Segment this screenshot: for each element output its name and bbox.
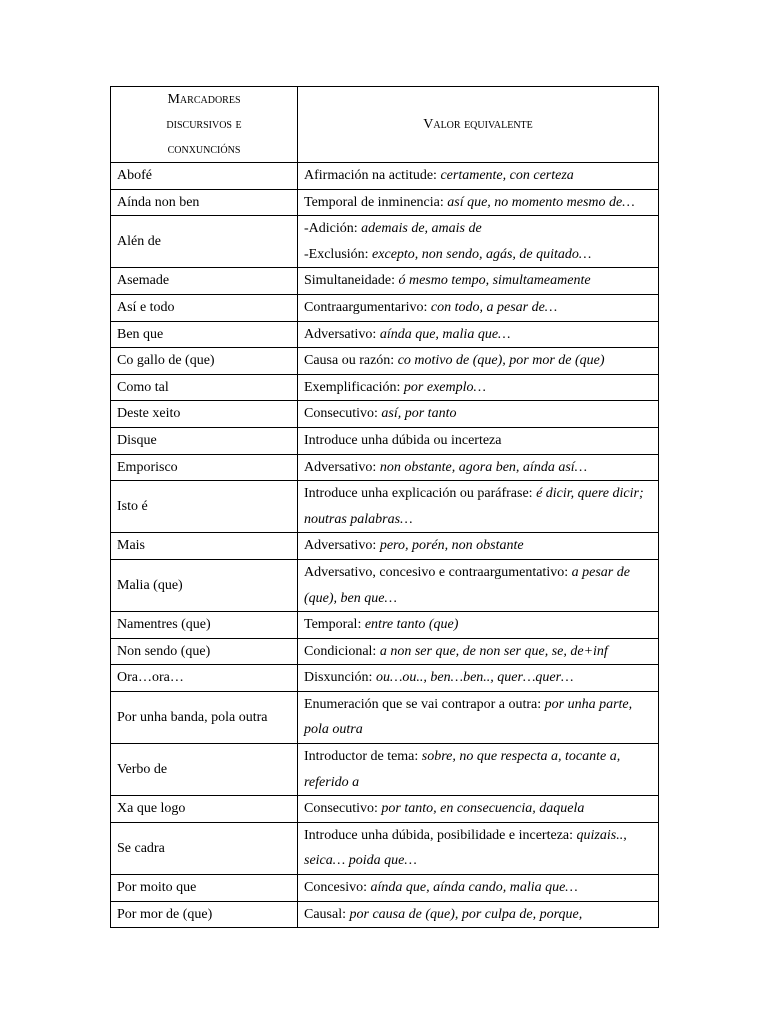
value-line bbox=[304, 565, 630, 606]
table-row bbox=[111, 427, 659, 454]
value-label: Enumeración que se vai contrapor a outra: bbox=[304, 696, 545, 712]
value-examples: co motivo de (que), por mor de (que) bbox=[397, 353, 605, 369]
value-examples: excepto, non sendo, agás, de quitado… bbox=[372, 246, 592, 262]
value-line bbox=[304, 216, 652, 242]
equivalent-value-cell bbox=[298, 533, 659, 560]
value-examples: ademais de, amais de bbox=[361, 221, 482, 237]
value-line bbox=[304, 617, 458, 632]
value-line bbox=[304, 697, 632, 738]
value-examples: así que, no momento mesmo de… bbox=[447, 194, 635, 210]
marker-cell: Por moito que bbox=[111, 875, 298, 902]
value-label: Temporal de inminencia: bbox=[304, 194, 448, 210]
header-markers-line: conxuncións bbox=[167, 142, 241, 157]
table-row bbox=[111, 612, 659, 639]
equivalent-value-cell bbox=[298, 638, 659, 665]
equivalent-value-cell bbox=[298, 901, 659, 928]
discourse-markers-table bbox=[110, 86, 659, 928]
value-label: Introduce unha explicación ou paráfrase: bbox=[304, 486, 537, 502]
equivalent-value-cell bbox=[298, 612, 659, 639]
value-line bbox=[304, 670, 574, 685]
value-examples: certamente, con certeza bbox=[440, 168, 574, 183]
equivalent-value-cell bbox=[298, 691, 659, 743]
value-label: Consecutivo: bbox=[304, 801, 382, 817]
equivalent-value-cell bbox=[298, 822, 659, 874]
value-line bbox=[304, 406, 456, 421]
table-header-row bbox=[111, 87, 659, 163]
table-row bbox=[111, 875, 659, 902]
marker-cell: Por mor de (que) bbox=[111, 901, 298, 928]
table-row bbox=[111, 454, 659, 481]
value-line bbox=[304, 433, 501, 448]
value-examples: sobre, no que respecta a, tocante a, referido a bbox=[304, 749, 621, 790]
value-label: Introduce unha dúbida ou incerteza bbox=[304, 432, 502, 448]
value-label: Adversativo: bbox=[304, 538, 380, 554]
header-equivalent-value: Valor equivalente bbox=[298, 87, 659, 163]
table-row bbox=[111, 638, 659, 665]
equivalent-value-cell bbox=[298, 796, 659, 823]
header-markers-line: Marcadores bbox=[167, 92, 241, 107]
value-label: Concesivo: bbox=[304, 880, 371, 896]
value-label: Afirmación na actitude: bbox=[304, 168, 441, 183]
marker-cell: Xa que logo bbox=[111, 796, 298, 823]
table-row bbox=[111, 268, 659, 295]
value-line bbox=[304, 242, 652, 268]
marker-cell: Isto é bbox=[111, 481, 298, 533]
value-line bbox=[304, 644, 608, 659]
table-row bbox=[111, 822, 659, 874]
value-line bbox=[304, 327, 510, 342]
marker-cell: Namentres (que) bbox=[111, 612, 298, 639]
value-line bbox=[304, 380, 486, 395]
equivalent-value-cell bbox=[298, 268, 659, 295]
value-label: Adversativo, concesivo e contraargumentativo: bbox=[304, 564, 572, 580]
value-examples: é dicir, quere dicir; noutras palabras… bbox=[304, 486, 644, 527]
marker-cell: Aínda non ben bbox=[111, 189, 298, 216]
header-markers bbox=[111, 87, 298, 163]
table-row bbox=[111, 744, 659, 796]
marker-cell: Ora…ora… bbox=[111, 665, 298, 692]
value-examples: así, por tanto bbox=[381, 406, 457, 422]
marker-cell: Mais bbox=[111, 533, 298, 560]
value-label: Introductor de tema: bbox=[304, 749, 422, 765]
table-body bbox=[111, 163, 659, 928]
value-line bbox=[304, 168, 574, 183]
value-examples: non obstante, agora ben, aínda así… bbox=[379, 459, 588, 475]
value-examples: con todo, a pesar de… bbox=[430, 299, 558, 315]
value-line bbox=[304, 880, 578, 895]
value-label: Disxunción: bbox=[304, 670, 376, 686]
equivalent-value-cell bbox=[298, 294, 659, 321]
value-line bbox=[304, 801, 584, 816]
value-examples: aínda que, aínda cando, malia que… bbox=[370, 880, 578, 896]
value-line bbox=[304, 300, 557, 315]
value-examples: quizais.., seica… poida que… bbox=[304, 827, 627, 869]
value-examples: por causa de (que), por culpa de, porque, bbox=[349, 906, 583, 922]
value-line bbox=[304, 273, 591, 288]
marker-cell: Verbo de bbox=[111, 744, 298, 796]
marker-cell: Como tal bbox=[111, 374, 298, 401]
table-row bbox=[111, 401, 659, 428]
equivalent-value-cell bbox=[298, 163, 659, 190]
value-label: Temporal: bbox=[304, 617, 365, 633]
marker-cell: Disque bbox=[111, 427, 298, 454]
table-row bbox=[111, 294, 659, 321]
equivalent-value-cell bbox=[298, 559, 659, 611]
marker-cell: Ben que bbox=[111, 321, 298, 348]
value-label: -Exclusión: bbox=[304, 246, 373, 262]
marker-cell: Co gallo de (que) bbox=[111, 348, 298, 375]
table-row bbox=[111, 189, 659, 216]
equivalent-value-cell bbox=[298, 189, 659, 216]
value-line bbox=[304, 353, 605, 368]
table-row bbox=[111, 796, 659, 823]
equivalent-value-cell bbox=[298, 665, 659, 692]
value-examples: por exemplo… bbox=[403, 379, 486, 395]
value-examples: entre tanto (que) bbox=[364, 617, 459, 633]
value-examples: por tanto, en consecuencia, daquela bbox=[381, 801, 585, 817]
value-line bbox=[304, 907, 582, 922]
value-label: Adversativo: bbox=[304, 459, 380, 475]
table-row bbox=[111, 348, 659, 375]
table-row bbox=[111, 163, 659, 190]
equivalent-value-cell bbox=[298, 875, 659, 902]
table-row bbox=[111, 374, 659, 401]
value-examples: a non ser que, de non ser que, se, de+inf bbox=[379, 643, 608, 659]
table-row bbox=[111, 321, 659, 348]
value-examples: pero, porén, non obstante bbox=[379, 538, 524, 554]
marker-cell: Emporisco bbox=[111, 454, 298, 481]
value-line bbox=[304, 195, 635, 210]
value-examples: a pesar de (que), ben que… bbox=[304, 564, 630, 606]
table-row bbox=[111, 533, 659, 560]
value-line bbox=[304, 460, 587, 475]
marker-cell: Deste xeito bbox=[111, 401, 298, 428]
table-row bbox=[111, 901, 659, 928]
value-line bbox=[304, 486, 644, 527]
table-row bbox=[111, 216, 659, 268]
equivalent-value-cell bbox=[298, 481, 659, 533]
equivalent-value-cell bbox=[298, 374, 659, 401]
marker-cell: Así e todo bbox=[111, 294, 298, 321]
equivalent-value-cell bbox=[298, 454, 659, 481]
table-row bbox=[111, 691, 659, 743]
marker-cell: Non sendo (que) bbox=[111, 638, 298, 665]
equivalent-value-cell bbox=[298, 744, 659, 796]
marker-cell: Se cadra bbox=[111, 822, 298, 874]
equivalent-value-cell bbox=[298, 427, 659, 454]
value-line bbox=[304, 749, 620, 790]
table-row bbox=[111, 481, 659, 533]
value-label: Consecutivo: bbox=[304, 406, 382, 422]
value-label: Condicional: bbox=[304, 643, 380, 659]
value-label: Causal: bbox=[304, 906, 350, 922]
marker-cell: Asemade bbox=[111, 268, 298, 295]
marker-cell: Abofé bbox=[111, 163, 298, 190]
marker-cell: Alén de bbox=[111, 216, 298, 268]
table-row bbox=[111, 665, 659, 692]
value-label: Introduce unha dúbida, posibilidade e incerteza: bbox=[304, 827, 577, 843]
header-markers-line: discursivos e bbox=[166, 117, 242, 132]
marker-cell: Por unha banda, pola outra bbox=[111, 691, 298, 743]
value-label: -Adición: bbox=[304, 221, 362, 237]
value-examples: por unha parte, pola outra bbox=[304, 696, 633, 738]
value-examples: ou…ou.., ben…ben.., quer…quer… bbox=[375, 670, 574, 686]
equivalent-value-cell bbox=[298, 348, 659, 375]
value-label: Causa ou razón: bbox=[304, 353, 398, 369]
value-label: Contraargumentarivo: bbox=[304, 299, 431, 315]
value-label: Simultaneidade: bbox=[304, 273, 399, 289]
value-label: Exemplificación: bbox=[304, 379, 404, 395]
marker-cell: Malia (que) bbox=[111, 559, 298, 611]
value-line bbox=[304, 828, 627, 869]
value-examples: aínda que, malia que… bbox=[379, 326, 511, 342]
equivalent-value-cell bbox=[298, 321, 659, 348]
value-examples: ó mesmo tempo, simultameamente bbox=[398, 273, 591, 289]
table-row bbox=[111, 559, 659, 611]
value-label: Adversativo: bbox=[304, 326, 380, 342]
equivalent-value-cell bbox=[298, 216, 659, 268]
equivalent-value-cell bbox=[298, 401, 659, 428]
value-line bbox=[304, 538, 524, 553]
